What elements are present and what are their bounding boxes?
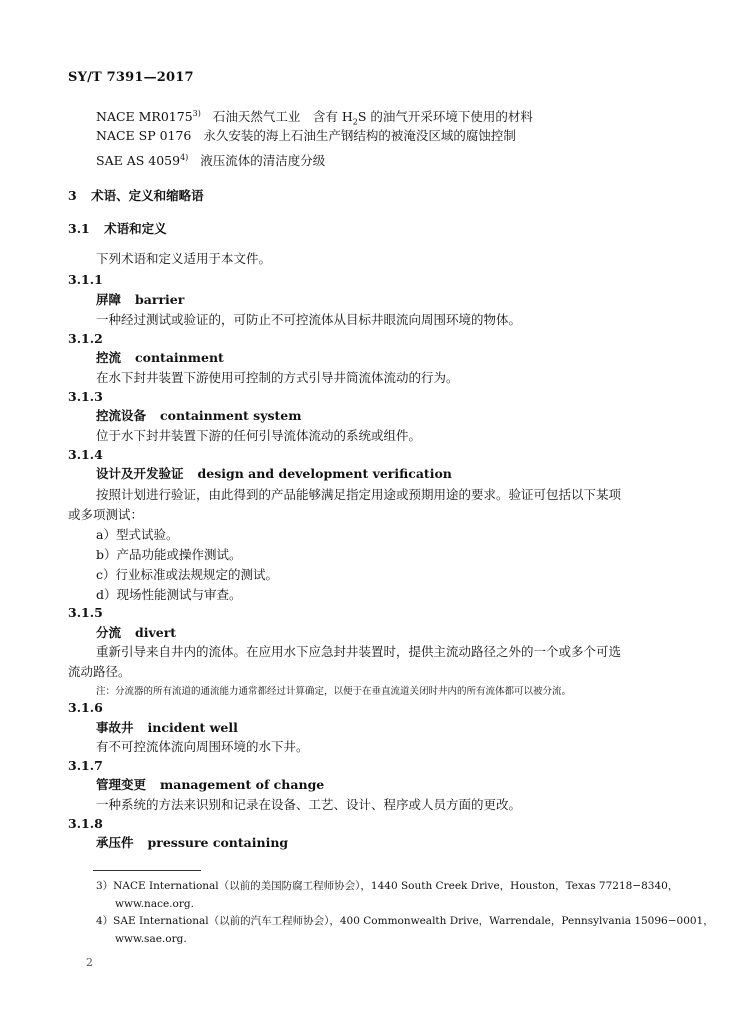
footnote-4-url: www.sae.org. xyxy=(115,933,187,945)
term-number: 3.1.4 xyxy=(68,447,103,462)
list-item: d）现场性能测试与审查。 xyxy=(96,587,242,602)
term-number: 3.1.1 xyxy=(68,272,103,287)
term-number: 3.1.7 xyxy=(68,758,103,773)
term-definition: 一种经过测试或验证的，可防止不可控流体从目标井眼流向周围环境的物体。 xyxy=(96,312,522,327)
term-heading: 分流 divert xyxy=(96,625,177,640)
list-item: b）产品功能或操作测试。 xyxy=(96,547,242,562)
term-definition-line: 流动路径。 xyxy=(68,664,131,679)
term-definition: 有不可控流体流向周围环境的水下井。 xyxy=(96,739,309,754)
footnote-3: 3）NACE International（以前的美国防腐工程师协会），1440 South Creek Drive，Houston，Texas 77218−8340， xyxy=(96,880,679,892)
section-3-1-heading: 3.1 术语和定义 xyxy=(68,221,167,236)
term-definition: 一种系统的方法来识别和记录在设备、工艺、设计、程序或人员方面的更改。 xyxy=(96,797,522,812)
term-heading: 事故井 incident well xyxy=(96,720,238,735)
term-note: 注：分流器的所有流道的通流能力通常都经过计算确定，以便于在垂直流道关闭时井内的所有流体都可以被分流。 xyxy=(96,686,572,697)
term-definition-line: 或多项测试： xyxy=(68,507,144,522)
footnote-divider xyxy=(93,870,201,871)
term-heading: 承压件 pressure containing xyxy=(96,835,289,850)
ref-nace-mr0175: NACE MR0175$^{3)}$ 石油天然气工业 含有 $H_2S$ 的油气开采环境下使用的材料 xyxy=(96,109,533,127)
ref-nace-sp0176: NACE SP 0176 永久安装的海上石油生产钢结构的被淹没区域的腐蚀控制 xyxy=(96,128,516,143)
section-3-1-intro: 下列术语和定义适用于本文件。 xyxy=(96,251,272,266)
term-number: 3.1.8 xyxy=(68,816,103,831)
term-number: 3.1.2 xyxy=(68,331,103,346)
term-definition: 在水下封井装置下游使用可控制的方式引导井筒流体流动的行为。 xyxy=(96,370,459,385)
section-3-heading: 3 术语、定义和缩略语 xyxy=(68,188,204,203)
ref-sae-as4059: SAE AS 4059$^{4)}$ 液压流体的清洁度分级 xyxy=(96,153,326,169)
term-heading: 屏障 barrier xyxy=(96,292,185,307)
term-definition-line: 按照计划进行验证，由此得到的产品能够满足指定用途或预期用途的要求。验证可包括以下某项 xyxy=(96,487,622,502)
term-heading: 控流设备 containment system xyxy=(96,408,302,423)
footnote-3-url: www.nace.org. xyxy=(115,898,194,910)
term-number: 3.1.5 xyxy=(68,605,103,620)
list-item: c）行业标准或法规规定的测试。 xyxy=(96,567,279,582)
term-heading: 设计及开发验证 design and development verification xyxy=(96,466,452,481)
term-number: 3.1.3 xyxy=(68,389,103,404)
page-number: 2 xyxy=(86,956,93,969)
term-definition-line: 重新引导来自井内的流体。在应用水下应急封井装置时，提供主流动路径之外的一个或多个可选 xyxy=(96,644,622,659)
term-heading: 管理变更 management of change xyxy=(96,777,325,792)
footnote-4: 4）SAE International（以前的汽车工程师协会），400 Commonwealth Drive，Warrendale，Pennsylvania 15096−0001， xyxy=(96,915,714,927)
term-number: 3.1.6 xyxy=(68,700,103,715)
document-id-header: SY/T 7391—2017 xyxy=(68,70,194,85)
term-definition: 位于水下封井装置下游的任何引导流体流动的系统或组件。 xyxy=(96,428,422,443)
list-item: a）型式试验。 xyxy=(96,527,179,542)
term-heading: 控流 containment xyxy=(96,350,224,365)
